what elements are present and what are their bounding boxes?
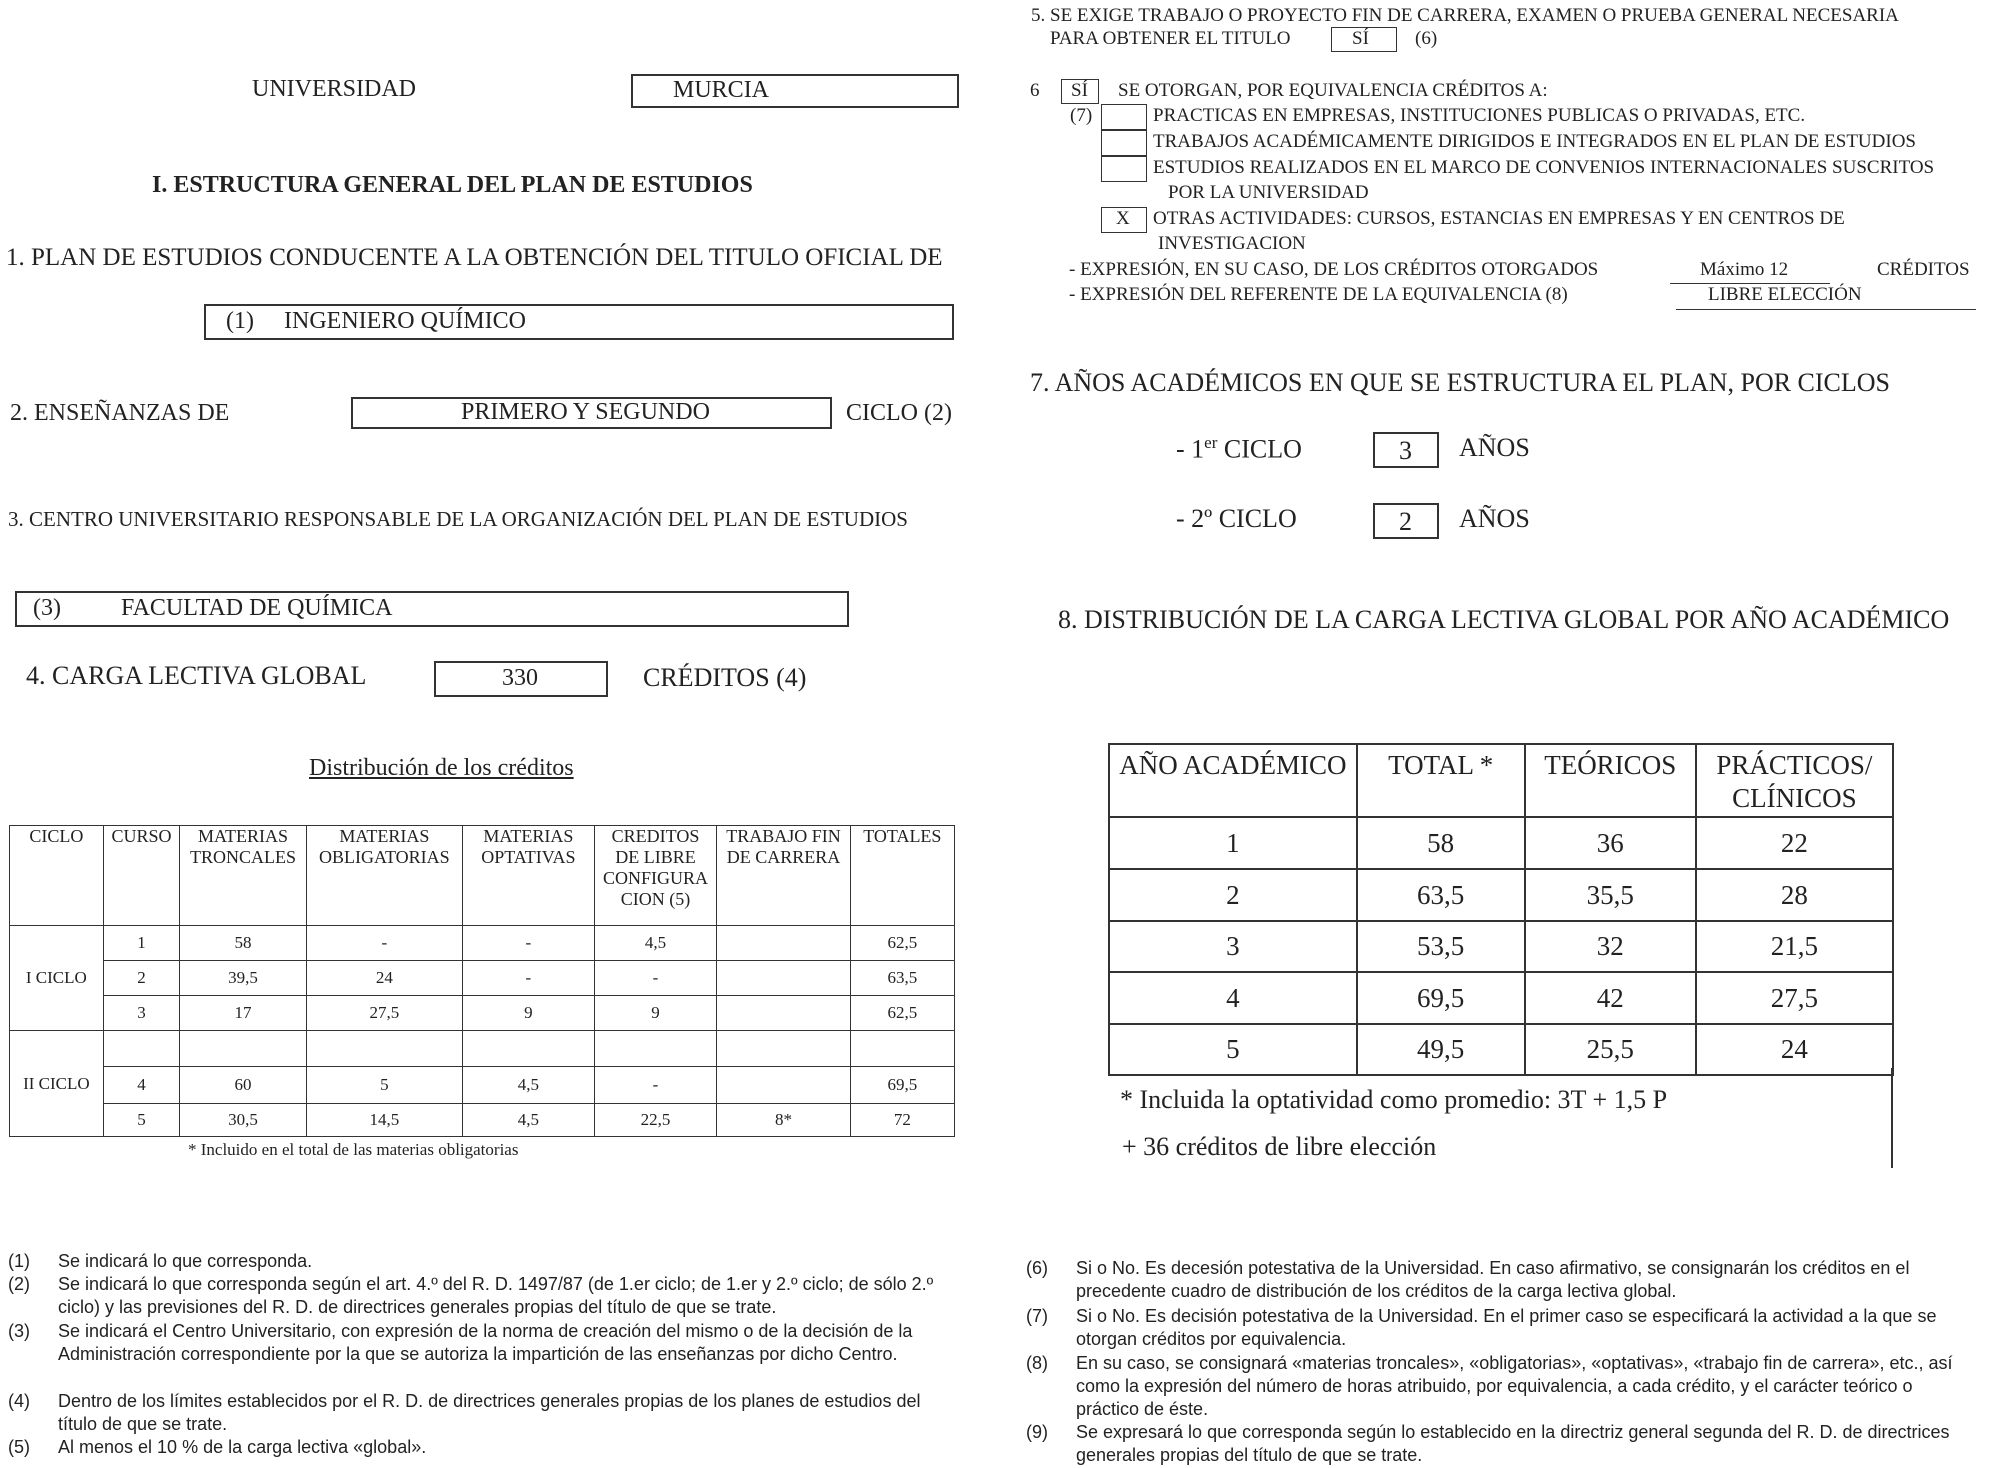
table-cell: 14,5 [306,1104,462,1137]
footnote-text: Si o No. Es decisión potestativa de la Universidad. En el primer caso se especificará la actividad a la que se otorgan créditos por equivalencia. [1076,1306,1937,1349]
footnote-number: (1) [8,1251,30,1271]
distribution-title: Distribución de los créditos [309,755,574,781]
checkbox-trabajos [1101,130,1147,156]
cycle1-prefix: - 1 [1176,434,1205,464]
table-cell: - [594,1067,717,1104]
table-cell: 49,5 [1357,1024,1525,1075]
table-cell: 30,5 [180,1104,306,1137]
table-cell [717,1031,850,1067]
cycle1-unit: AÑOS [1459,433,1530,462]
cycle2-years-box [1373,503,1439,539]
footnote-number: (9) [1026,1422,1048,1442]
col-header-libre-configuracion: CREDITOS DE LIBRE CONFIGURA CION (5) [594,826,717,926]
table-cell: 27,5 [1696,972,1893,1024]
item3-label: 3. CENTRO UNIVERSITARIO RESPONSABLE DE LA ORGANIZACIÓN DEL PLAN DE ESTUDIOS [8,507,908,531]
expression-credits-label: - EXPRESIÓN, EN SU CASO, DE LOS CRÉDITOS OTORGADOS [1069,259,1599,280]
table-cell: 22 [1696,817,1893,869]
checkbox-convenios [1101,156,1147,182]
item2-label: 2. ENSEÑANZAS DE [10,400,230,426]
faculty-value: FACULTAD DE QUÍMICA [121,595,393,621]
table-cell: 58 [180,926,306,961]
checkbox-otras-mark: X [1116,208,1130,229]
expression-reference-underline [1676,309,1976,310]
year-table-note-1: * Incluida la optatividad como promedio: 3T + 1,5 P [1120,1085,1668,1114]
col-header-teoricos: TEÓRICOS [1525,744,1696,817]
table-cell: 69,5 [1357,972,1525,1024]
cycle1-label [1176,433,1302,465]
col-header-ano: AÑO ACADÉMICO [1109,744,1357,817]
table-cell: 62,5 [850,996,954,1031]
table-cell: - [306,926,462,961]
table-cell: 2 [103,961,180,996]
table-cell [717,926,850,961]
col-header-practicos: PRÁCTICOS/ CLÍNICOS [1696,744,1893,817]
item6-text: SE OTORGAN, POR EQUIVALENCIA CRÉDITOS A: [1118,80,1548,101]
footnote-text: En su caso, se consignará «materias troncales», «obligatorias», «optativas», «trabajo fin de carrera», etc., así como la expresión del número de horas atribuido, por equivalencia, a cada crédito, y el carácter teórico o práctico de éste. [1076,1353,1953,1419]
checkbox-otras [1101,207,1147,233]
option-convenios-line1: ESTUDIOS REALIZADOS EN EL MARCO DE CONVENIOS INTERNACIONALES SUSCRITOS [1153,157,1935,178]
table-cell: 2 [1109,869,1357,921]
table-cell: 4,5 [462,1104,594,1137]
footnote [1026,1257,1981,1303]
table-cell: 17 [180,996,306,1031]
table-cell: - [462,926,594,961]
table-cell: 8* [717,1104,850,1137]
cycle2-unit: AÑOS [1459,504,1530,533]
option-otras-line1: OTRAS ACTIVIDADES: CURSOS, ESTANCIAS EN EMPRESAS Y EN CENTROS DE [1153,208,1845,229]
cycle2-label: - 2º CICLO [1176,504,1297,533]
universidad-field [631,74,959,108]
credits-field [434,661,608,697]
cycle-field [351,397,832,429]
footnote-number: (8) [1026,1353,1048,1373]
footnote [8,1250,958,1272]
table-cell: 72 [850,1104,954,1137]
footnote-text: Si o No. Es decesión potestativa de la Universidad. En caso afirmativo, se consignarán los créditos en el precedente cuadro de distribución de los créditos de la carga lectiva global. [1076,1258,1910,1301]
section-title: I. ESTRUCTURA GENERAL DEL PLAN DE ESTUDIOS [152,172,753,198]
footnote [8,1320,958,1389]
item5-answer: SÍ [1352,28,1369,49]
table-cell: 60 [180,1067,306,1104]
table-cell: 42 [1525,972,1696,1024]
footnote [8,1436,958,1460]
option-practicas: PRACTICAS EN EMPRESAS, INSTITUCIONES PUBLICAS O PRIVADAS, ETC. [1153,105,1806,126]
table-cell: 3 [103,996,180,1031]
credits-value: 330 [502,665,538,691]
col-header-totales: TOTALES [850,826,954,926]
cycle2-years: 2 [1399,507,1412,536]
item5-line1: 5. SE EXIGE TRABAJO O PROYECTO FIN DE CARRERA, EXAMEN O PRUEBA GENERAL NECESARIA [1031,5,1899,26]
footnote [1026,1305,1981,1351]
cycle-value: PRIMERO Y SEGUNDO [461,399,710,425]
faculty-ref: (3) [33,595,61,621]
item6-number: 6 [1030,80,1040,101]
table-cell: 1 [1109,817,1357,869]
table-cell: 4,5 [462,1067,594,1104]
table-cell: 25,5 [1525,1024,1696,1075]
footnote-number: (2) [8,1274,30,1294]
item6-answer-box [1061,79,1099,104]
table-cell [717,1067,850,1104]
table-cell: 69,5 [850,1067,954,1104]
table-cell: 53,5 [1357,921,1525,972]
degree-ref: (1) [226,308,254,334]
table-cell: 9 [594,996,717,1031]
cycle-label-2: II CICLO [10,1031,104,1137]
footnote-text: Se expresará lo que corresponda según lo establecido en la directriz general segunda del R. D. de directrices generales propias del título de que se trate. [1076,1422,1950,1465]
table-cell: 5 [306,1067,462,1104]
table-cell: 63,5 [850,961,954,996]
option-convenios-line2: POR LA UNIVERSIDAD [1168,182,1369,203]
item7-title: 7. AÑOS ACADÉMICOS EN QUE SE ESTRUCTURA EL PLAN, POR CICLOS [1030,368,1891,397]
table-cell: 39,5 [180,961,306,996]
table-cell [306,1031,462,1067]
footnote-text: Se indicará el Centro Universitario, con expresión de la norma de creación del mismo o de la decisión de la Administración correspondiente por la que se autoriza la impartición de las enseñanzas por dicho Centro. [58,1321,913,1364]
item4-label: 4. CARGA LECTIVA GLOBAL [26,661,367,690]
table-cell: - [594,961,717,996]
degree-title-field [204,304,954,340]
table-cell: 24 [306,961,462,996]
expression-reference-label: - EXPRESIÓN DEL REFERENTE DE LA EQUIVALENCIA (8) [1069,284,1568,305]
table-cell: 28 [1696,869,1893,921]
table-cell: 22,5 [594,1104,717,1137]
table-cell: 35,5 [1525,869,1696,921]
item5-line2: PARA OBTENER EL TITULO [1050,28,1291,49]
item5-ref: (6) [1415,28,1438,49]
option-otras-line2: INVESTIGACION [1158,233,1306,254]
footnote-number: (4) [8,1391,30,1411]
col-header-optativas: MATERIAS OPTATIVAS [462,826,594,926]
universidad-label: UNIVERSIDAD [252,76,416,102]
footnote [8,1390,958,1436]
table-cell: 62,5 [850,926,954,961]
item8-title: 8. DISTRIBUCIÓN DE LA CARGA LECTIVA GLOBAL POR AÑO ACADÉMICO [1058,605,1950,634]
table-cell: - [462,961,594,996]
table-cell [594,1031,717,1067]
item2-suffix: CICLO (2) [846,400,952,426]
table-cell: 4 [103,1067,180,1104]
col-header-trabajo-fin: TRABAJO FIN DE CARRERA [717,826,850,926]
footnote-number: (6) [1026,1258,1048,1278]
expression-credits-unit: CRÉDITOS [1877,259,1970,280]
degree-title: INGENIERO QUÍMICO [284,308,526,334]
table-cell: 4 [1109,972,1357,1024]
year-table-side-border [1891,1068,1893,1168]
footnote-text: Dentro de los límites establecidos por el R. D. de directrices generales propias de los planes de estudios del título de que se trate. [58,1391,921,1434]
cycle1-years: 3 [1399,436,1412,465]
credit-distribution-table [9,825,955,1137]
footnote [1026,1421,1981,1467]
item4-suffix: CRÉDITOS (4) [643,663,807,692]
universidad-value: MURCIA [673,77,770,103]
cycle1-sup: er [1204,433,1218,452]
table-cell: 21,5 [1696,921,1893,972]
col-header-curso: CURSO [103,826,180,926]
col-header-ciclo: CICLO [10,826,104,926]
footnote-text: Se indicará lo que corresponda. [58,1251,313,1271]
col-header-obligatorias: MATERIAS OBLIGATORIAS [306,826,462,926]
option-trabajos: TRABAJOS ACADÉMICAMENTE DIRIGIDOS E INTEGRADOS EN EL PLAN DE ESTUDIOS [1153,131,1916,152]
footnote [8,1273,958,1319]
footnote-number: (7) [1026,1306,1048,1326]
cycle-label-1: I CICLO [10,926,104,1031]
table-cell [850,1031,954,1067]
table-cell [717,961,850,996]
item6-ref: (7) [1070,105,1093,126]
table-cell [103,1031,180,1067]
table-cell: 5 [103,1104,180,1137]
item6-answer: SÍ [1071,80,1088,101]
table-cell: 4,5 [594,926,717,961]
col-header-total: TOTAL * [1357,744,1525,817]
table-cell [462,1031,594,1067]
table-cell: 63,5 [1357,869,1525,921]
footnote [1026,1352,1981,1421]
expression-credits-value: Máximo 12 [1700,259,1789,280]
cycle1-suffix: CICLO [1217,434,1302,464]
item1-label: 1. PLAN DE ESTUDIOS CONDUCENTE A LA OBTENCIÓN DEL TITULO OFICIAL DE [6,244,943,271]
year-table-note-2: + 36 créditos de libre elección [1122,1132,1437,1161]
item5-answer-box [1331,27,1397,52]
footnote-number: (5) [8,1437,30,1457]
academic-year-table [1108,743,1894,1076]
footnote-text: Al menos el 10 % de la carga lectiva «global». [58,1437,427,1457]
footnote-text: Se indicará lo que corresponda según el art. 4.º del R. D. 1497/87 (de 1.er ciclo; de 1.er y 2.º ciclo; de sólo 2.º ciclo) y las previsiones del R. D. de directrices generales propias del título de que se trate. [58,1274,934,1317]
table-cell [717,996,850,1031]
col-header-troncales: MATERIAS TRONCALES [180,826,306,926]
table-cell: 3 [1109,921,1357,972]
footnote-number: (3) [8,1321,30,1341]
table-cell: 36 [1525,817,1696,869]
table-cell: 1 [103,926,180,961]
table-cell: 5 [1109,1024,1357,1075]
table-cell: 9 [462,996,594,1031]
checkbox-practicas [1101,104,1147,130]
table-cell: 27,5 [306,996,462,1031]
distribution-table-note: * Incluido en el total de las materias obligatorias [188,1140,519,1159]
table-cell [180,1031,306,1067]
expression-reference-value: LIBRE ELECCIÓN [1708,284,1862,305]
cycle1-years-box [1373,432,1439,468]
table-cell: 24 [1696,1024,1893,1075]
table-cell: 58 [1357,817,1525,869]
faculty-field [15,591,849,627]
table-cell: 32 [1525,921,1696,972]
